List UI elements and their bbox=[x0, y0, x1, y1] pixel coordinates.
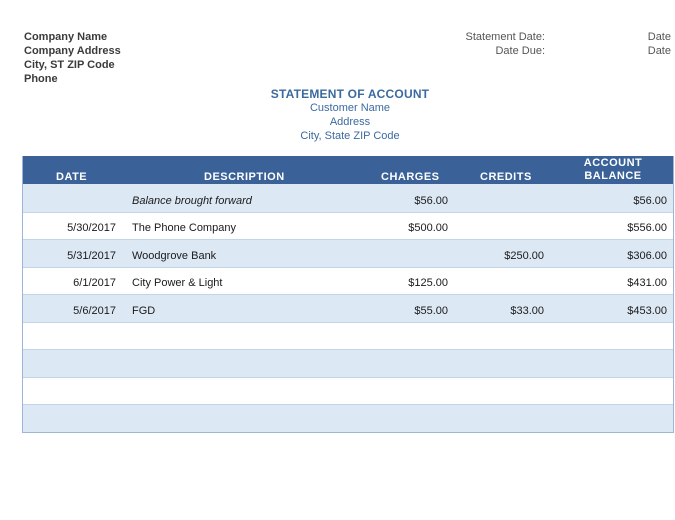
statement-date-labels bbox=[466, 30, 546, 58]
date-due-value[interactable]: Date bbox=[647, 45, 671, 57]
cell-description: The Phone Company bbox=[132, 222, 236, 234]
header-description: DESCRIPTION bbox=[204, 171, 285, 183]
table-row[interactable] bbox=[23, 349, 673, 377]
cell-description: City Power & Light bbox=[132, 277, 223, 289]
cell-description: FGD bbox=[132, 304, 156, 317]
table-header bbox=[23, 156, 673, 184]
cell-credits: $33.00 bbox=[510, 304, 544, 317]
cell-balance: $306.00 bbox=[627, 249, 667, 262]
customer-address: Address bbox=[329, 116, 371, 128]
company-address: Company Address bbox=[24, 45, 121, 57]
statement-date-value[interactable]: Date bbox=[647, 31, 671, 43]
table-row[interactable] bbox=[23, 239, 673, 267]
table-row[interactable] bbox=[23, 212, 673, 240]
table-row[interactable] bbox=[23, 294, 673, 322]
statement-title: STATEMENT OF ACCOUNT bbox=[270, 87, 430, 101]
table-row[interactable] bbox=[23, 404, 673, 432]
statement-table bbox=[22, 156, 674, 433]
header-balance-line2: BALANCE bbox=[584, 170, 642, 182]
customer-city: City, State ZIP Code bbox=[300, 130, 400, 142]
cell-date: 5/31/2017 bbox=[67, 249, 116, 262]
cell-balance: $56.00 bbox=[633, 194, 667, 207]
cell-date: 6/1/2017 bbox=[73, 277, 116, 289]
cell-credits: $250.00 bbox=[504, 249, 544, 262]
cell-date: 5/6/2017 bbox=[73, 304, 116, 317]
statement-date-label: Statement Date: bbox=[465, 31, 545, 43]
cell-balance: $431.00 bbox=[627, 277, 667, 289]
company-city: City, ST ZIP Code bbox=[24, 59, 115, 71]
cell-description: Balance brought forward bbox=[132, 194, 252, 207]
cell-charges: $55.00 bbox=[414, 304, 448, 317]
statement-date-values bbox=[648, 30, 671, 58]
table-row[interactable] bbox=[23, 377, 673, 405]
company-name: Company Name bbox=[24, 31, 108, 43]
cell-description: Woodgrove Bank bbox=[132, 249, 217, 262]
company-phone: Phone bbox=[24, 73, 58, 85]
cell-charges: $500.00 bbox=[408, 222, 448, 234]
header-charges: CHARGES bbox=[381, 171, 440, 183]
company-info bbox=[24, 30, 121, 86]
cell-balance: $556.00 bbox=[627, 222, 667, 234]
header-balance-line1: ACCOUNT bbox=[583, 157, 643, 169]
header-credits: CREDITS bbox=[480, 171, 532, 183]
date-due-label: Date Due: bbox=[495, 45, 545, 57]
header-account-balance bbox=[583, 157, 643, 183]
customer-name: Customer Name bbox=[309, 102, 391, 114]
cell-date: 5/30/2017 bbox=[67, 222, 116, 234]
table-row[interactable] bbox=[23, 322, 673, 350]
cell-charges: $125.00 bbox=[408, 277, 448, 289]
header-date: DATE bbox=[56, 171, 88, 183]
cell-balance: $453.00 bbox=[627, 304, 667, 317]
cell-charges: $56.00 bbox=[414, 194, 448, 207]
table-row[interactable] bbox=[23, 267, 673, 295]
table-row[interactable] bbox=[23, 184, 673, 212]
customer-block bbox=[0, 87, 675, 143]
